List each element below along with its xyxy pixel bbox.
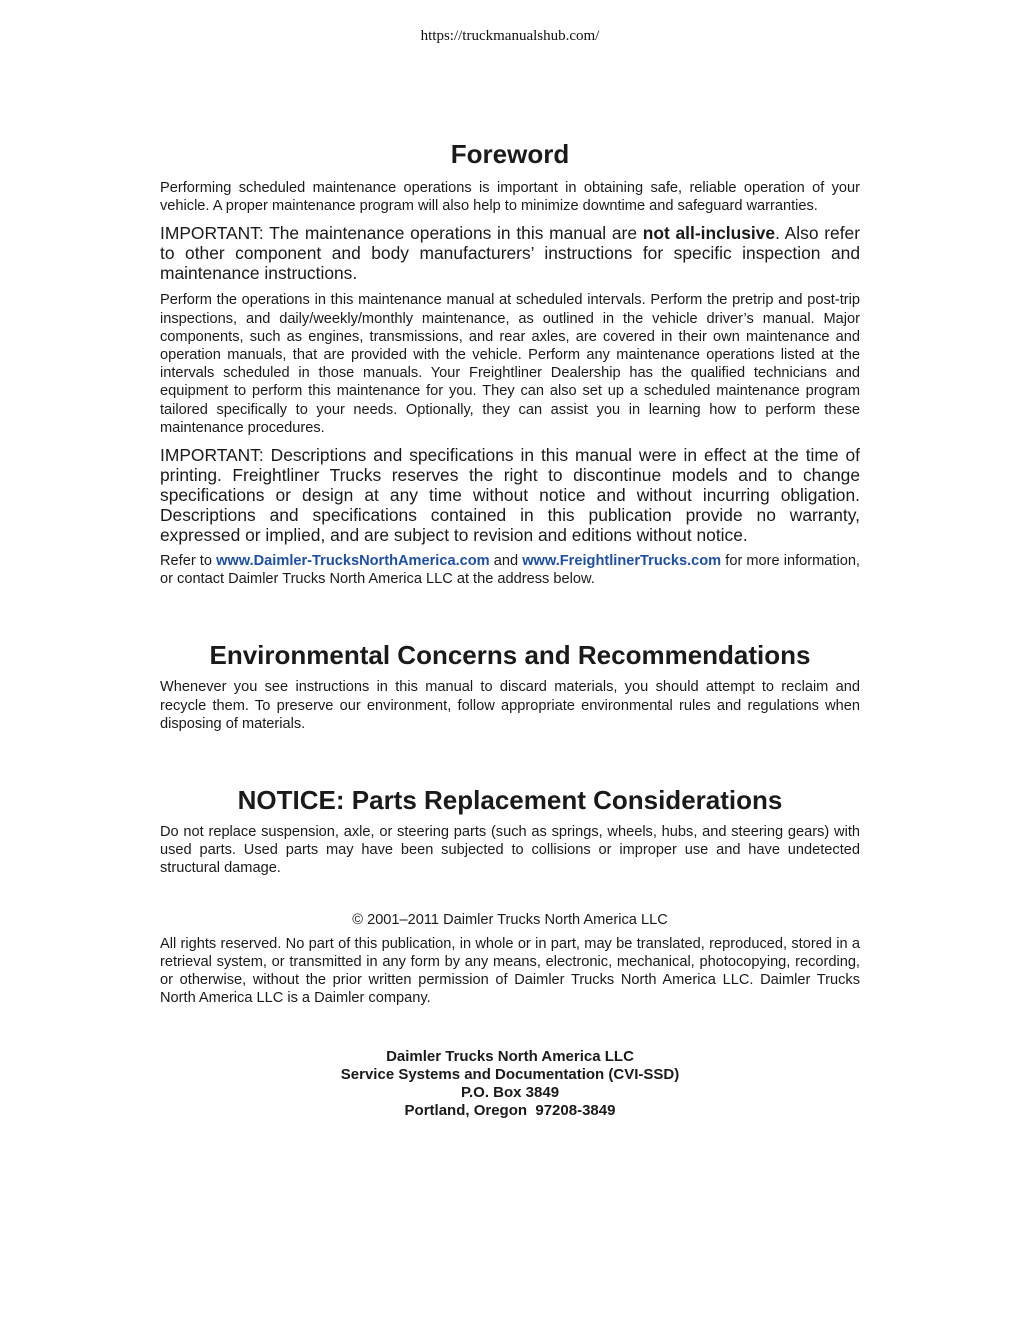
page-content (160, 138, 860, 1120)
address-line-department: Service Systems and Documentation (CVI-SSD) (340, 1065, 680, 1083)
copyright-line: © 2001–2011 Daimler Trucks North America LLC (352, 911, 668, 928)
foreword-paragraph-4: IMPORTANT: Descriptions and specifications in this manual were in effect at the time of printing. Freightliner Trucks reserves the right to discontinue models and to change specifications or design at any time without notice and without incurring obligation. Descriptions and specifications contained in this publication provide no warranty, expressed or implied, and are subject to revision and editions without notice. (160, 445, 860, 546)
company-address (160, 1048, 860, 1121)
foreword-paragraph-3: Perform the operations in this maintenance manual at scheduled intervals. Perform the pretrip and post-trip inspections, and daily/weekly/monthly maintenance, as outlined in the vehicle driver’s manual. Major components, such as engines, transmissions, and rear axles, are covered in their own maintenance and operation manuals, that are provided with the vehicle. Perform any maintenance operations listed at the intervals scheduled in those manuals. Your Freightliner Dealership has the qualified technicians and equipment to perform this maintenance for you. They can also set up a scheduled maintenance program tailored specifically to your needs. Optionally, they can assist you in learning how to perform these maintenance procedures. (160, 292, 860, 436)
environmental-paragraph: Whenever you see instructions in this manual to discard materials, you should attempt to reclaim and recycle them. To preserve our environment, follow appropriate environmental rules and regulations when disposing of materials. (160, 679, 860, 732)
notice-paragraph: Do not replace suspension, axle, or steering parts (such as springs, wheels, hubs, and steering gears) with used parts. Used parts may have been subjected to collisions or improper use and have undetected structural damage. (160, 824, 860, 877)
foreword-title: Foreword (450, 139, 570, 169)
address-line-po-box: P.O. Box 3849 (460, 1084, 560, 1102)
source-url: https://truckmanualshub.com/ (420, 28, 600, 44)
p5-text-end: for more information, or contact Daimler Trucks North America LLC at the address below. (160, 553, 860, 588)
daimler-trucks-link[interactable]: www.Daimler-TrucksNorthAmerica.com (216, 553, 490, 570)
p2-text-start: IMPORTANT: The maintenance operations in this manual are (160, 223, 643, 244)
foreword-paragraph-1: Performing scheduled maintenance operations is important in obtaining safe, reliable operation of your vehicle. A proper maintenance program will also help to minimize downtime and safeguard warranties. (160, 180, 860, 215)
p5-text-mid: and (489, 553, 523, 570)
notice-title: NOTICE: Parts Replacement Considerations (237, 785, 783, 816)
address-line-company: Daimler Trucks North America LLC (386, 1047, 634, 1065)
environmental-title: Environmental Concerns and Recommendations (209, 640, 811, 671)
rights-paragraph: All rights reserved. No part of this publication, in whole or in part, may be translated, reproduced, stored in a retrieval system, or transmitted in any form by any means, electronic, mechanical, photocopying, recording, or otherwise, without the prior written permission of Daimler Trucks North America LLC. Daimler Trucks North America LLC is a Daimler company. (160, 935, 860, 1007)
foreword-paragraph-5 (160, 552, 860, 588)
freightliner-trucks-link[interactable]: www.FreightlinerTrucks.com (522, 553, 722, 570)
foreword-paragraph-2 (160, 223, 860, 283)
p2-text-end: . Also refer to other component and body manufacturers’ instructions for specific inspection and maintenance instructions. (160, 223, 860, 284)
address-line-city: Portland, Oregon 97208-3849 (404, 1102, 616, 1120)
p5-text-start: Refer to (160, 553, 217, 570)
not-all-inclusive-emphasis: not all-inclusive (642, 223, 776, 244)
